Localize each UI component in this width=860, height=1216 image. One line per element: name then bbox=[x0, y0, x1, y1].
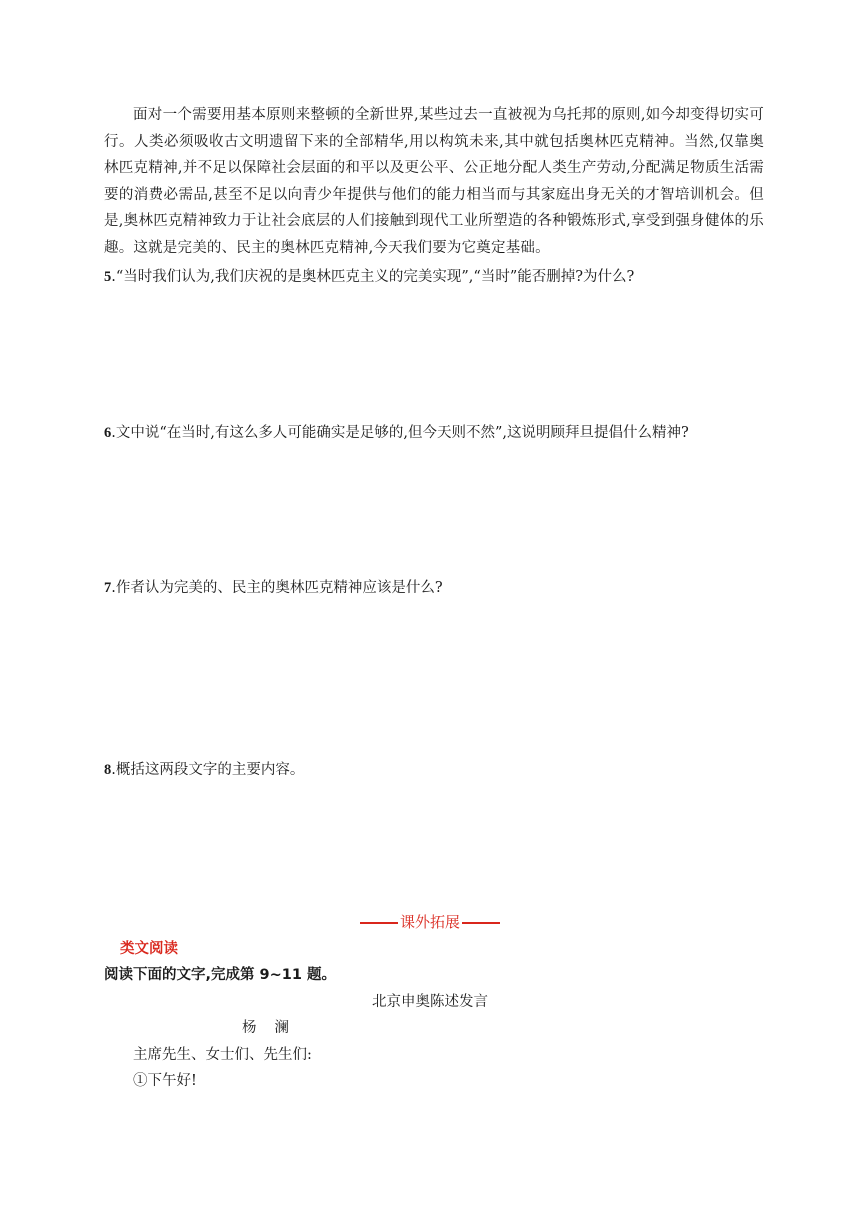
question-6 bbox=[104, 422, 784, 444]
reading-instruction: 阅读下面的文字,完成第 9~11 题。 bbox=[104, 967, 337, 983]
question-text: .作者认为完美的、民主的奥林匹克精神应该是什么? bbox=[111, 580, 443, 596]
section-subheading: 类文阅读 bbox=[120, 941, 178, 957]
question-7 bbox=[104, 577, 784, 599]
heading-rule-left bbox=[360, 922, 398, 924]
question-number: 7 bbox=[104, 580, 112, 596]
question-number: 5 bbox=[104, 269, 112, 285]
question-text: .文中说“在当时,有这么多人可能确实是足够的,但今天则不然”,这说明顾拜旦提倡什么精神? bbox=[111, 425, 689, 441]
article-title: 北京申奥陈述发言 bbox=[372, 994, 488, 1010]
question-text: .概括这两段文字的主要内容。 bbox=[111, 762, 305, 778]
question-5 bbox=[104, 266, 784, 288]
heading-rule-right bbox=[462, 922, 500, 924]
question-number: 6 bbox=[104, 425, 112, 441]
section-heading bbox=[0, 911, 860, 933]
article-salutation: 主席先生、女士们、先生们: bbox=[133, 1047, 312, 1063]
question-8 bbox=[104, 759, 784, 781]
section-heading-text: 课外拓展 bbox=[399, 913, 460, 931]
article-author: 杨澜 bbox=[242, 1020, 307, 1036]
question-number: 8 bbox=[104, 762, 112, 778]
article-paragraph-1: ①下午好! bbox=[133, 1073, 197, 1089]
passage-paragraph: 面对一个需要用基本原则来整顿的全新世界,某些过去一直被视为乌托邦的原则,如今却变得切实可行。人类必须吸收古文明遗留下来的全部精华,用以构筑未来,其中就包括奥林匹克精神。当然,仅靠奥林匹克精神,并不足以保障社会层面的和平以及更公平、公正地分配人类生产劳动,分配满足物质生活需要的消费必需品,甚至不足以向青少年提供与他们的能力相当而与其家庭出身无关的才智培训机会。但是,奥林匹克精神致力于让社会底层的人们接触到现代工业所塑造的各种锻炼形式,享受到强身健体的乐趣。这就是完美的、民主的奥林匹克精神,今天我们要为它奠定基础。 bbox=[104, 107, 764, 256]
question-text: .“当时我们认为,我们庆祝的是奥林匹克主义的完美实现”,“当时”能否删掉?为什么? bbox=[111, 269, 635, 285]
